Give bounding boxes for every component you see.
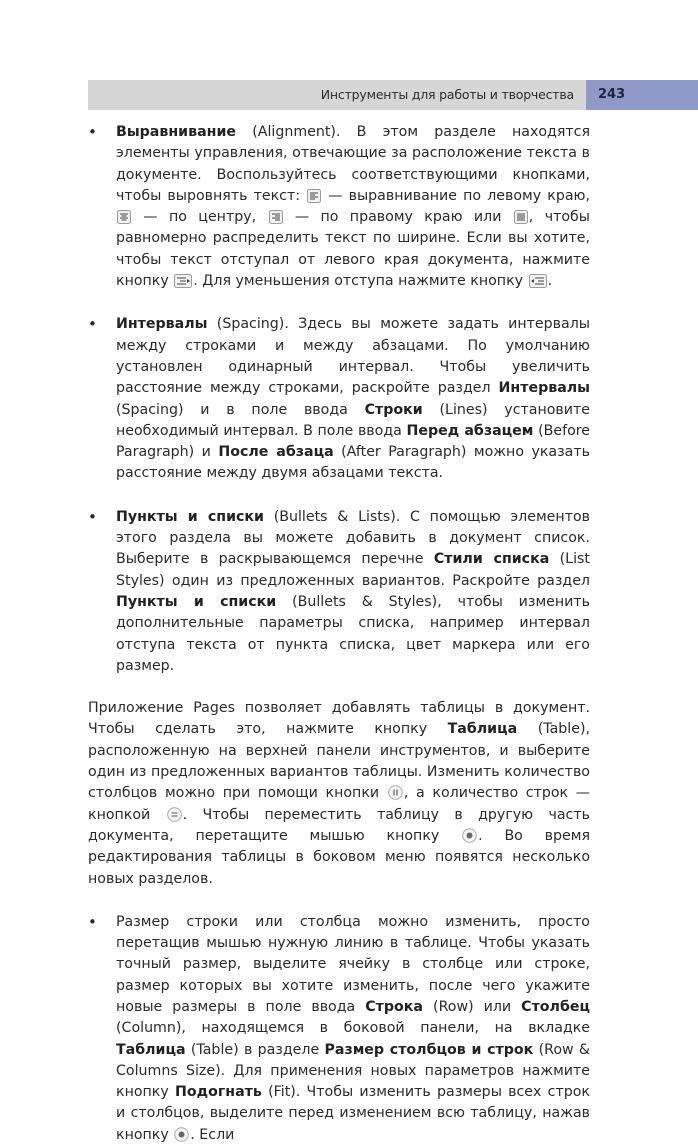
align-right-icon xyxy=(269,210,283,224)
decrease-indent-icon xyxy=(529,274,547,288)
align-justify-icon xyxy=(514,210,528,224)
page-number: 243 xyxy=(586,80,698,110)
running-header xyxy=(88,80,698,110)
align-left-icon xyxy=(307,189,321,203)
page-body xyxy=(88,122,590,1146)
term: Выравнивание xyxy=(116,124,237,140)
chapter-title: Инструменты для работы и творчества xyxy=(320,87,574,102)
align-center-icon xyxy=(117,210,131,224)
increase-indent-icon xyxy=(174,274,192,288)
row-handle-icon xyxy=(167,807,182,822)
column-handle-icon xyxy=(388,785,403,800)
paragraph-tables: Приложение Pages позволяет добавлять таблицы в документ. Чтобы сделать это, нажмите кнопку Таблица (Table), расположенную на верхней панели инструментов, и выберите один из предложенных вариантов таблицы. Изменить количество столбцов можно при помощи кнопки , а количество строк — кнопкой . Чтобы переместить таблицу в другую часть документа, перетащите мышью кнопку . Во время редактирования таблицы в боковом меню появятся несколько новых разделов. xyxy=(88,700,591,887)
list-item-spacing: • Интервалы (Spacing). Здесь вы можете задать интервалы между строками и между абзацами. По умолчанию установлен одинарный интервал. Чтобы увеличить расстояние между строками, раскройте раздел Интервалы (Spacing) и в поле ввода Строки (Lines) установите необходимый интервал. В поле ввода Перед абзацем (Before Paragraph) и После абзаца (After Paragraph) можно указать расстояние между двумя абзацами текста. xyxy=(88,314,590,484)
list-item-alignment: • Выравнивание (Alignment). В этом разделе находятся элементы управления, отвечающие за расположение текста в документе. Воспользуйтесь соответствующими кнопками, чтобы выровнять текст: — выравнивание по левому краю, — по центру, — по правому краю или , чтобы равномерно распределить текст по ширине. Если вы хотите, чтобы текст отступал от левого края документа, нажмите кнопку . Для уменьшения отступа нажмите кнопку . xyxy=(88,122,590,292)
table-select-handle-icon xyxy=(174,1127,189,1142)
term: Пункты и списки xyxy=(116,508,264,525)
list-item-bullets-lists: • Пункты и списки (Bullets & Lists). С помощью элементов этого раздела вы можете добавить в документ список. Выберите в раскрывающемся перечне Стили списка (List Styles) один из предложенных вариантов. Раскройте раздел Пункты и списки (Bullets & Styles), чтобы изменить дополнительные параметры списка, например интервал отступа текста от пункта списка, цвет маркера или его размер. xyxy=(88,507,590,677)
list-item-resize: • Размер строки или столбца можно изменить, просто перетащив мышью нужную линию в таблице. Чтобы указать точный размер, выделите ячейку в столбце или строке, размер которых вы хотите изменить, после чего укажите новые размеры в поле ввода Строка (Row) или Столбец (Column), находящемся в боковой панели, на вкладке Таблица (Table) в разделе Размер столбцов и строк (Row & Columns Size). Для применения новых параметров нажмите кнопку Подогнать (Fit). Чтобы изменить размеры всех строк и столбцов, выделите перед изменением всю таблицу, нажав кнопку . Если xyxy=(88,912,590,1146)
term: Интервалы xyxy=(116,316,208,333)
table-move-handle-icon xyxy=(462,828,477,843)
